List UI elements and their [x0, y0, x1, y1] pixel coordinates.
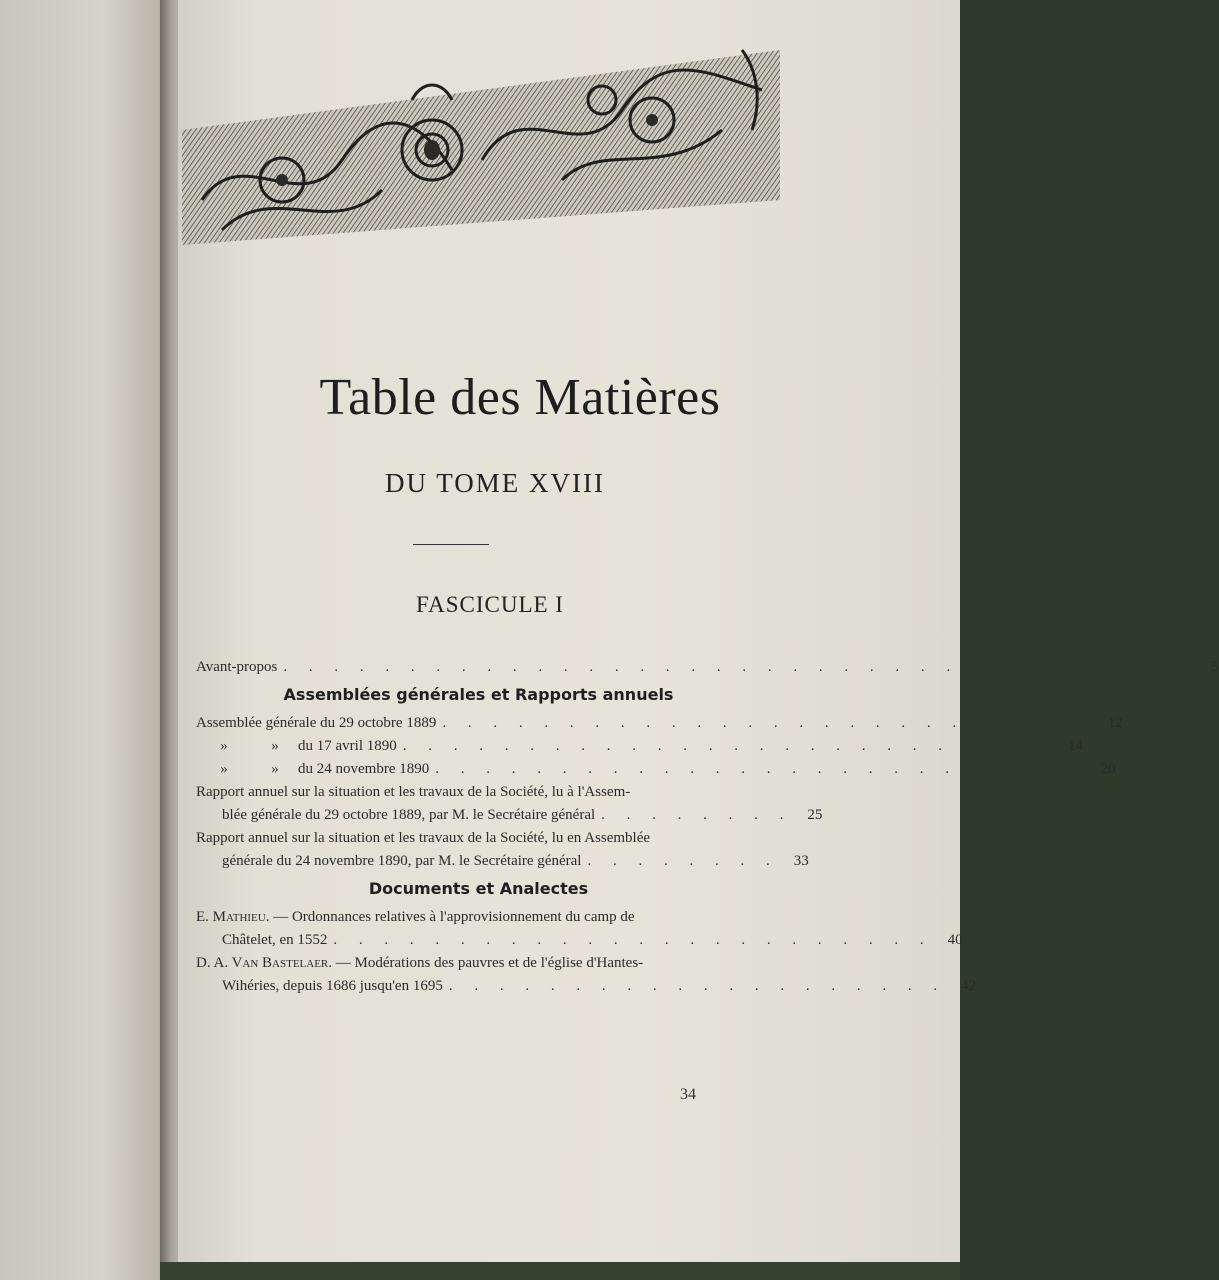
toc-entry-text: du 24 novembre 1890 — [298, 761, 430, 777]
leader-dots: . . . . . . . . . . . . . . . . . . . . . . . . . . . . . . . . . . . . — [283, 659, 1189, 675]
volume-subtitle: DU TOME XVIII — [385, 468, 605, 498]
leader-dots: . . . . . . . . . . . . . . . . . . . . . . . . . . — [442, 715, 1093, 731]
toc-page-number: 42 — [961, 978, 977, 994]
leader-dots: . . . . . . . . . . . . . . . . . . . . — [448, 978, 947, 994]
toc-page-number: 20 — [1100, 761, 1116, 777]
divider-rule — [413, 544, 489, 545]
toc-entry-text: blée générale du 29 octobre 1889, par M. le Secrétaire général — [222, 807, 596, 823]
leader-dots: . . . . . . . . — [587, 853, 779, 869]
fascicule-heading: FASCICULE I — [416, 592, 564, 617]
toc-entry-text: générale du 24 novembre 1890, par M. le Secrétaire général — [222, 853, 582, 869]
toc-page-number: 40 — [947, 932, 963, 948]
ditto-mark: » — [220, 738, 228, 754]
toc-author: E. Mathieu. — [196, 909, 270, 925]
toc-entry — [196, 828, 809, 872]
table-of-contents — [196, 655, 1219, 999]
toc-entry — [196, 759, 1116, 780]
leader-dots: . . . . . . . . — [601, 807, 793, 823]
toc-page-number: 12 — [1107, 715, 1123, 731]
toc-entry-text: — Modérations des pauvres et de l'église d'Hantes- — [332, 955, 644, 971]
section-heading: Documents et Analectes — [368, 879, 589, 898]
toc-entry — [196, 907, 963, 951]
page-number: 34 — [680, 1086, 696, 1103]
toc-entry-text: Châtelet, en 1552 — [222, 932, 328, 948]
ditto-mark: » — [220, 761, 228, 777]
section-heading: Assemblées générales et Rapports annuels — [283, 685, 674, 704]
leader-dots: . . . . . . . . . . . . . . . . . . . . . . . . — [333, 932, 933, 948]
toc-entry-text: Avant-propos — [196, 659, 278, 675]
toc-entry — [196, 713, 1123, 734]
ornamental-headpiece — [182, 30, 780, 250]
toc-page-number: 25 — [807, 807, 823, 823]
leader-dots: . . . . . . . . . . . . . . . . . . . . . . . . . . — [435, 761, 1086, 777]
page-title: Table des Matières — [319, 369, 721, 426]
toc-entry — [196, 736, 1083, 757]
ditto-mark: » — [271, 761, 279, 777]
toc-entry-text: — Ordonnances relatives à l'approvisionnement du camp de — [269, 909, 635, 925]
toc-page-number: 14 — [1068, 738, 1083, 754]
ditto-mark: » — [271, 738, 279, 754]
toc-author: D. A. Van Bastelaer. — [196, 955, 333, 971]
toc-entry — [196, 657, 1219, 678]
toc-entry-text: Assemblée générale du 29 octobre 1889 — [196, 715, 437, 731]
toc-entry-text: Rapport annuel sur la situation et les travaux de la Société, lu en Assemblée — [196, 830, 651, 846]
toc-page-number: 5 — [1211, 659, 1219, 675]
toc-page-number: 33 — [793, 853, 809, 869]
toc-entry-text: Wihéries, depuis 1686 jusqu'en 1695 — [222, 978, 443, 994]
toc-entry — [196, 953, 977, 997]
toc-entry-text: Rapport annuel sur la situation et les travaux de la Société, lu à l'Assem- — [196, 784, 631, 800]
toc-entry — [196, 782, 823, 826]
left-page — [0, 0, 172, 1280]
toc-entry-text: du 17 avril 1890 — [298, 738, 397, 754]
background-cloth — [160, 1262, 960, 1280]
leader-dots: . . . . . . . . . . . . . . . . . . . . . . . . . . — [402, 738, 1053, 754]
